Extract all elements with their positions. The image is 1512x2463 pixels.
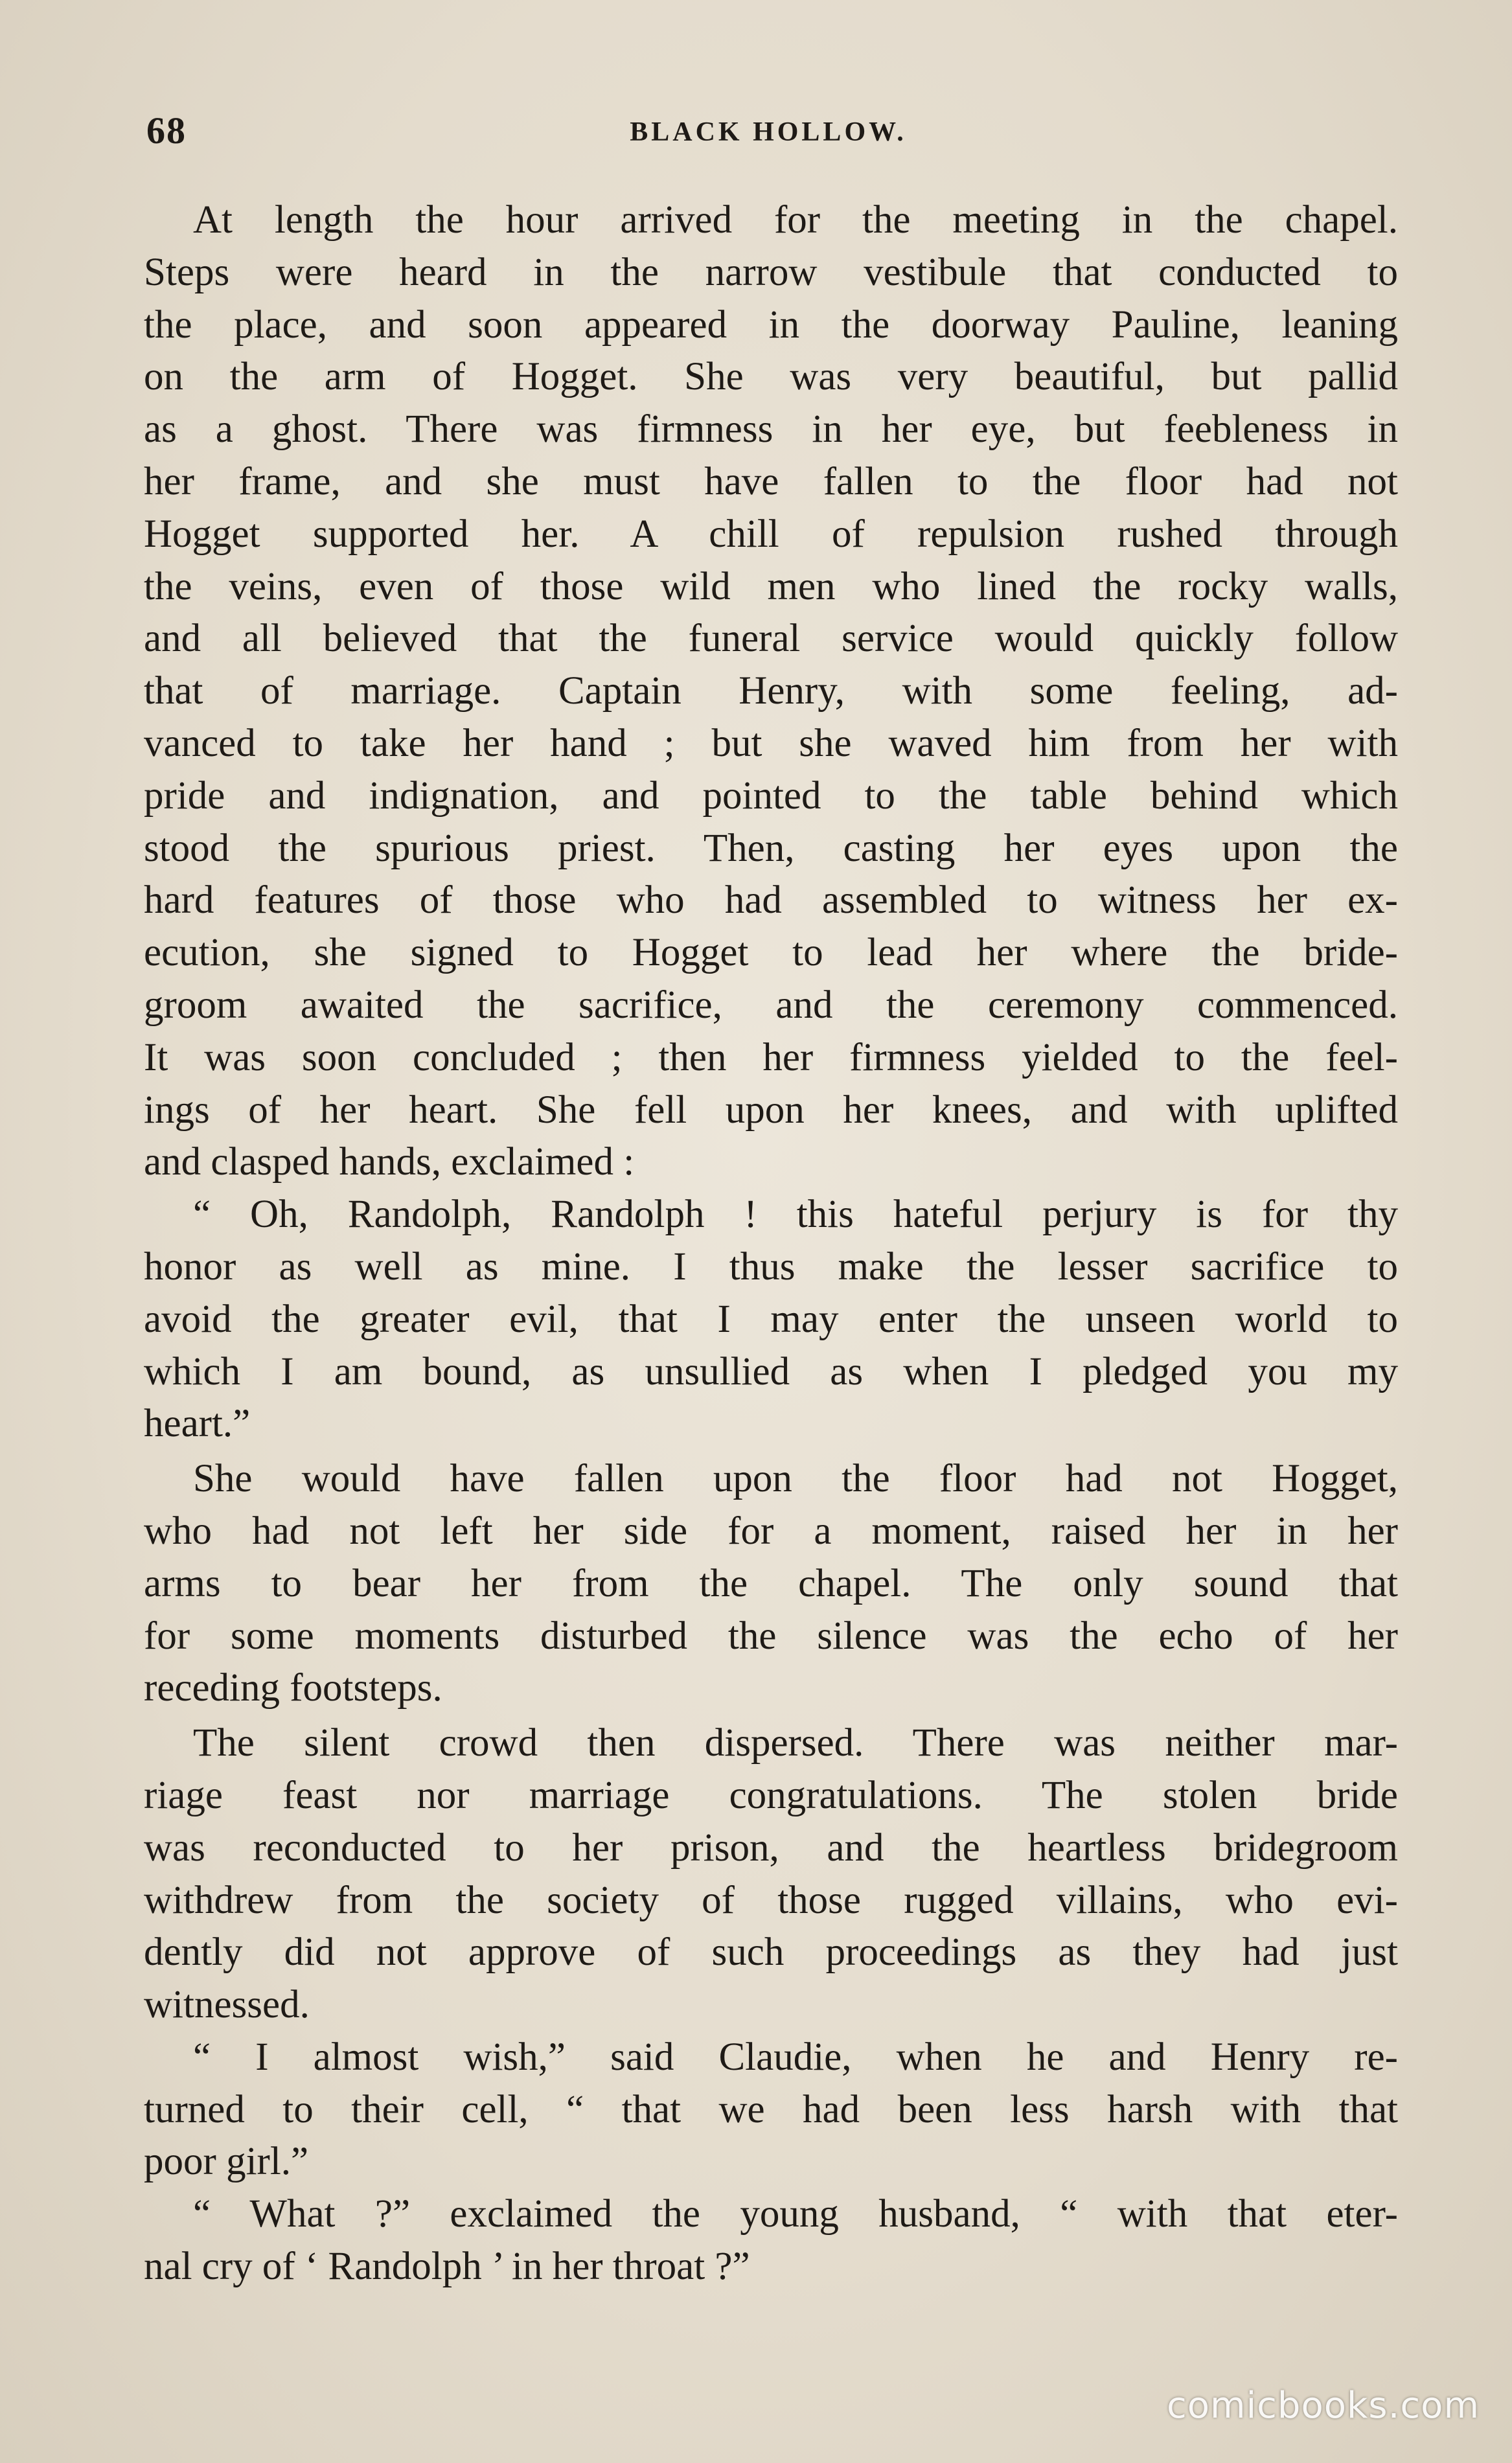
paragraph	[144, 1189, 1398, 1450]
text-line: groom awaited the sacrifice, and the ceremony commenced.	[144, 983, 1398, 1027]
body-text	[144, 194, 1398, 2293]
text-line: dently did not approve of such proceedings as they had just	[144, 1930, 1398, 1975]
text-line: as a ghost. There was firmness in her eye, but feebleness in	[144, 407, 1398, 452]
text-line: turned to their cell, “ that we had been less harsh with that	[144, 2087, 1398, 2131]
text-line: avoid the greater evil, that I may enter the unseen world to	[144, 1297, 1398, 1341]
text-line: and clasped hands, exclaimed :	[144, 1140, 635, 1184]
paragraph	[144, 1453, 1398, 1715]
text-line: pride and indignation, and pointed to the table behind which	[144, 773, 1398, 818]
text-line: who had not left her side for a moment, raised her in her	[144, 1509, 1398, 1553]
text-line: that of marriage. Captain Henry, with some feeling, ad-	[144, 669, 1398, 713]
running-head: BLACK HOLLOW.	[630, 117, 907, 147]
text-line: vanced to take her hand ; but she waved him from her with	[144, 721, 1398, 765]
text-line: her frame, and she must have fallen to the floor had not	[144, 459, 1398, 503]
text-line: Steps were heard in the narrow vestibule that conducted to	[144, 250, 1398, 294]
text-line: ecution, she signed to Hogget to lead her where the bride-	[144, 931, 1398, 975]
paragraph	[144, 2032, 1398, 2188]
text-line: withdrew from the society of those rugged villains, who evi-	[144, 1878, 1398, 1922]
page-header	[146, 104, 1390, 162]
text-line: which I am bound, as unsullied as when I pledged you my	[144, 1349, 1398, 1393]
text-line: for some moments disturbed the silence was the echo of her	[144, 1614, 1398, 1658]
text-line: was reconducted to her prison, and the heartless bridegroom	[144, 1826, 1398, 1870]
text-line: Hogget supported her. A chill of repulsion rushed through	[144, 512, 1398, 556]
text-line: the place, and soon appeared in the doorway Pauline, leaning	[144, 303, 1398, 347]
page-number: 68	[146, 109, 187, 152]
text-line: The silent crowd then dispersed. There was neither mar-	[193, 1721, 1398, 1765]
text-line: honor as well as mine. I thus make the lesser sacrifice to	[144, 1244, 1398, 1289]
watermark-text: comicbooks.com	[1166, 2385, 1480, 2427]
paragraph	[144, 1717, 1398, 2032]
text-line: “ What ?” exclaimed the young husband, “ with that eter-	[193, 2192, 1398, 2236]
text-line: arms to bear her from the chapel. The only sound that	[144, 1561, 1398, 1605]
text-line: nal cry of ‘ Randolph ’ in her throat ?”	[144, 2245, 750, 2289]
text-line: “ I almost wish,” said Claudie, when he and Henry re-	[193, 2035, 1398, 2079]
text-line: and all believed that the funeral service would quickly follow	[144, 617, 1398, 661]
paragraph	[144, 194, 1398, 1189]
text-line: stood the spurious priest. Then, casting her eyes upon the	[144, 826, 1398, 870]
text-line: on the arm of Hogget. She was very beautiful, but pallid	[144, 355, 1398, 399]
text-line: hard features of those who had assembled to witness her ex-	[144, 878, 1398, 922]
text-line: poor girl.”	[144, 2140, 309, 2184]
paragraph	[144, 2188, 1398, 2293]
text-line: It was soon concluded ; then her firmness yielded to the feel-	[144, 1035, 1398, 1079]
text-line: receding footsteps.	[144, 1666, 442, 1710]
text-line: heart.”	[144, 1402, 251, 1446]
text-line: witnessed.	[144, 1983, 310, 2027]
text-line: riage feast nor marriage congratulations. The stolen bride	[144, 1773, 1398, 1817]
text-line: the veins, even of those wild men who lined the rocky walls,	[144, 564, 1398, 608]
text-line: She would have fallen upon the floor had not Hogget,	[193, 1457, 1398, 1501]
text-line: ings of her heart. She fell upon her knees, and with uplifted	[144, 1088, 1398, 1132]
text-line: At length the hour arrived for the meeting in the chapel.	[193, 198, 1398, 242]
text-line: “ Oh, Randolph, Randolph ! this hateful perjury is for thy	[193, 1193, 1398, 1237]
